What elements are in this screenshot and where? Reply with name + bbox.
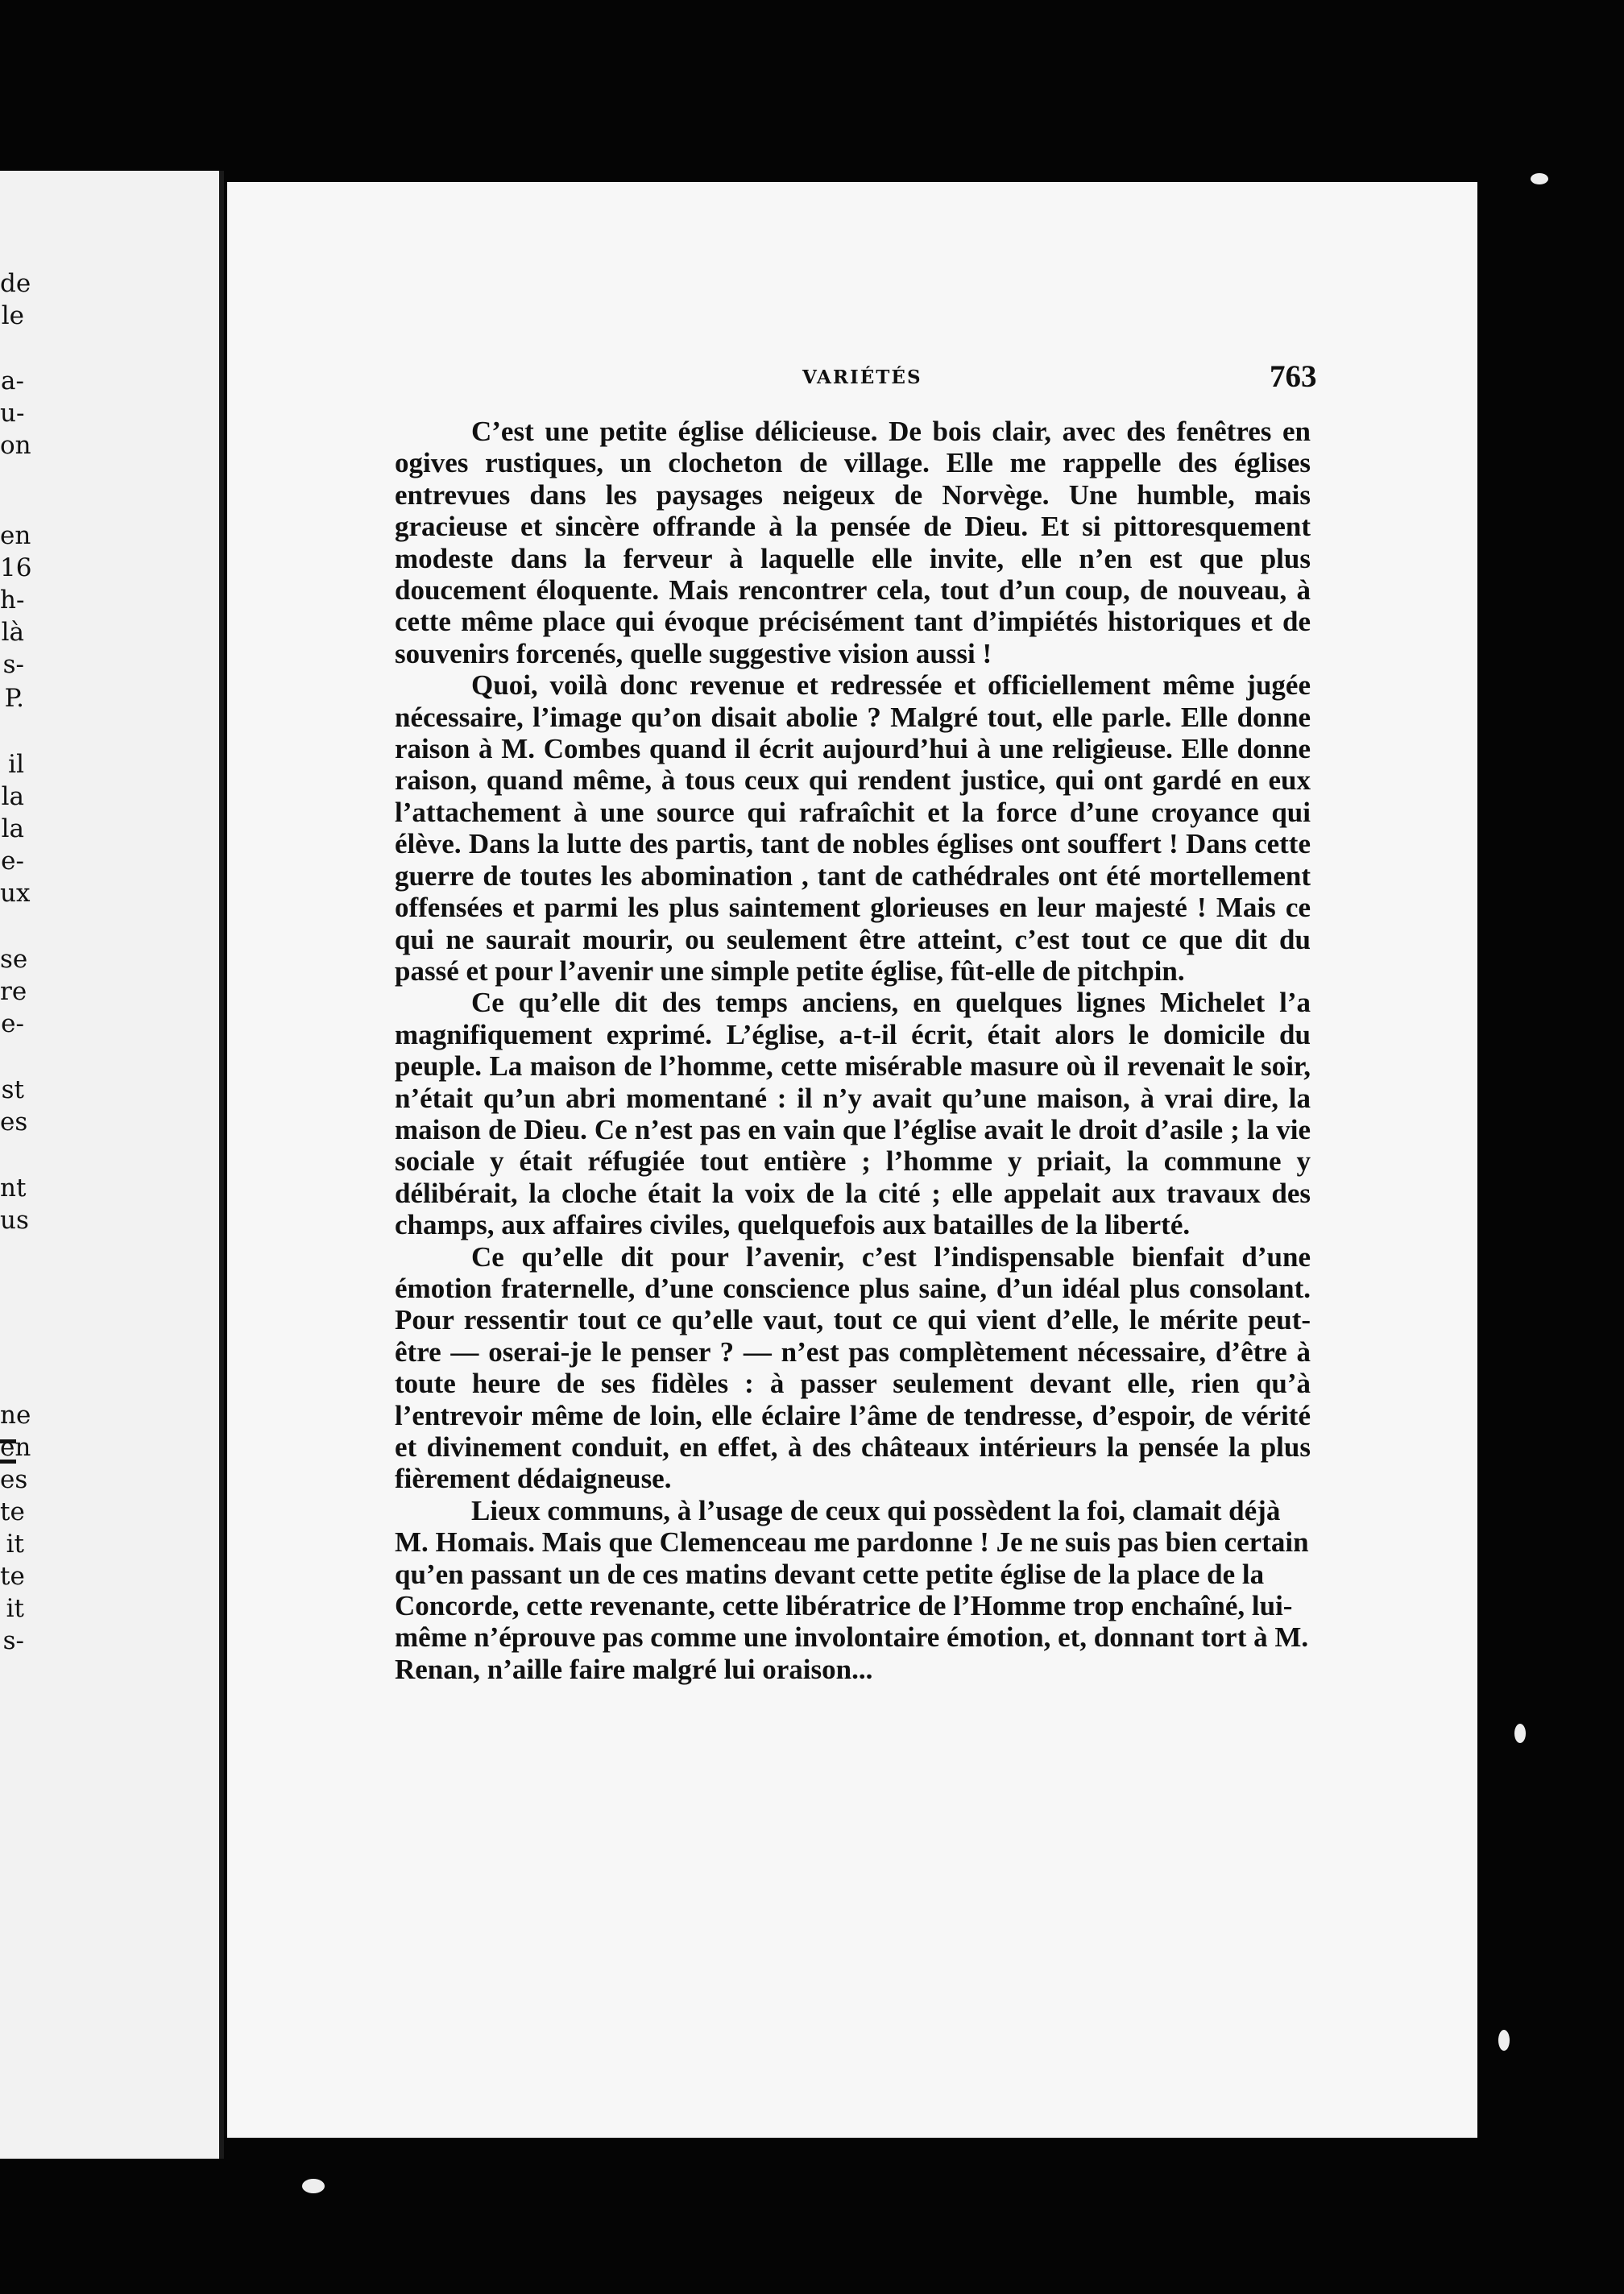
facing-page-fragment: s- <box>2 1626 24 1655</box>
scan-speck <box>1498 2030 1510 2051</box>
paragraph-2: Quoi, voilà donc revenue et redressée et officiellement même jugée nécessaire, l’image qu’on disait abolie ? Malgré tout, elle parle. Elle donne raison à M. Combes quand il écrit aujourd’hui à une religieuse. Elle donne raison, quand même, à tous ceux qui rendent justice, qui ont gardé en eux l’attachement à une source qui rafraîchit et la force d’une croyance qui élève. Dans la lutte des partis, tant de nobles églises ont souffert ! Dans cette guerre de toutes les abomination , tant de cathédrales ont été mortellement offensées et parmi les plus saintement glorieuses en leur majesté ! Mais ce qui ne saurait mourir, ou seulement être atteint, c’est tout ce que dit du passé et pour l’avenir une simple petite église, fût-elle de pitchpin. <box>395 669 1311 987</box>
facing-page-fragment: st <box>1 1075 24 1104</box>
facing-page-fragment: se <box>0 945 28 974</box>
facing-page-fragment: es <box>0 1465 28 1494</box>
facing-page-fragment: te <box>0 1497 25 1526</box>
facing-page-edge <box>0 171 224 2159</box>
facing-page-fragment: nt <box>0 1174 27 1203</box>
facing-page-fragment: es <box>0 1108 28 1137</box>
facing-page-fragment: h- <box>0 586 25 615</box>
facing-page-fragment: en <box>0 1433 31 1462</box>
facing-page-fragment: on <box>0 431 31 460</box>
facing-page-fragment: la <box>1 782 24 811</box>
facing-page-fragment: e- <box>1 847 24 876</box>
facing-page-fragment: il <box>8 750 24 779</box>
running-head-title: VARIÉTÉS <box>802 366 922 388</box>
running-head <box>227 358 1477 399</box>
facing-page-fragment: là <box>1 618 24 647</box>
paragraph-3: Ce qu’elle dit des temps anciens, en quelques lignes Michelet l’a magnifiquement exprimé. L’église, a-t-il écrit, était alors le domicile du peuple. La maison de l’homme, cette misérable masure où il revenait le soir, n’était qu’un abri momentané : il n’y avait qu’une maison, à vrai dire, la maison de Dieu. Ce n’est pas en vain que l’église avait le droit d’asile ; la vie sociale y était réfugiée tout entière ; l’homme y priait, la commune y délibérait, la cloche était la voix de la cité ; elle appelait aux travaux des champs, aux affaires civiles, quelquefois aux batailles de la liberté. <box>395 987 1311 1241</box>
paragraph-4: Ce qu’elle dit pour l’avenir, c’est l’indispensable bienfait d’une émotion fraternelle, d’une conscience plus saine, d’un idéal plus consolant. Pour ressentir tout ce qu’elle vaut, tout ce qui vient d’elle, le mérite peut-être — oserai-je le penser ? — n’est pas complètement nécessaire, d’être à toute heure de ses fidèles : à passer seulement devant elle, rien qu’à l’entrevoir même de loin, elle éclaire l’âme de tendresse, d’espoir, de vérité et divinement conduit, en effet, à des châteaux intérieurs la pensée la plus fièrement dédaigneuse. <box>395 1240 1311 1495</box>
facing-page-fragment: la <box>1 814 24 843</box>
facing-page-fragment: ux <box>0 879 31 908</box>
facing-page-fragment: u- <box>0 399 25 428</box>
facing-page-fragment: a- <box>1 366 24 395</box>
facing-page-fragment: e- <box>1 1009 24 1038</box>
scan-speck <box>1514 1724 1526 1743</box>
facing-page-fragment: it <box>6 1530 24 1559</box>
facing-page-fragment: de <box>0 269 31 298</box>
paragraph-5: Lieux communs, à l’usage de ceux qui possèdent la foi, clamait déjà M. Homais. Mais que Clemenceau me pardonne ! Je ne suis pas bien certain qu’en passant un de ces matins devant cette petite église de la place de la Concorde, cette revenante, cette libératrice de l’Homme trop enchaîné, lui-même n’éprouve pas comme une involontaire émotion, et, donnant tort à M. Renan, n’aille faire malgré lui oraison... <box>395 1494 1309 1685</box>
body-text <box>395 416 1311 1685</box>
facing-page-fragment: s- <box>2 650 24 679</box>
facing-page-fragment: le <box>1 301 24 330</box>
facing-page-fragment: 16 <box>0 553 32 582</box>
facing-page-fragment: P. <box>4 684 24 713</box>
page <box>227 182 1477 2138</box>
scan-speck <box>1531 173 1548 184</box>
facing-page-fragment: it <box>6 1594 24 1623</box>
facing-page-fragment: us <box>0 1206 29 1235</box>
scan-speck <box>302 2179 325 2193</box>
facing-page-fragment: en <box>0 521 31 550</box>
page-number: 763 <box>1270 359 1317 394</box>
facing-page-fragment: re <box>0 977 27 1006</box>
facing-page-rule-mark <box>0 1439 16 1464</box>
facing-page-fragment: ne <box>0 1401 31 1430</box>
paragraph-1: C’est une petite église délicieuse. De bois clair, avec des fenêtres en ogives rustiques, un clocheton de village. Elle me rappelle des églises entrevues dans les paysages neigeux de Norvège. Une humble, mais gracieuse et sincère offrande à la pensée de Dieu. Et si pittoresquement modeste dans la ferveur à laquelle elle invite, elle n’en est que plus doucement éloquente. Mais rencontrer cela, tout d’un coup, de nouveau, à cette même place qui évoque précisément tant d’impiétés historiques et de souvenirs forcenés, quelle suggestive vision aussi ! <box>395 416 1311 669</box>
facing-page-fragment: te <box>0 1562 25 1591</box>
